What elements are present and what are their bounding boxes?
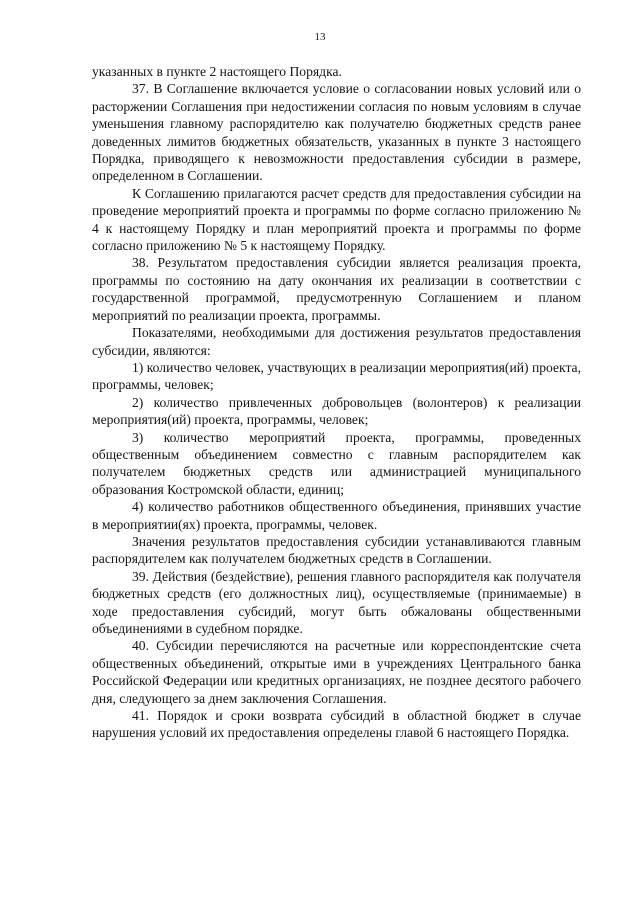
paragraph-continuation: указанных в пункте 2 настоящего Порядка. xyxy=(92,64,342,79)
paragraph-40: 40. Субсидии перечисляются на расчетные или корреспондентские счета общественных объединений, открытые ими в учреждениях Центрального банка Российской Федерации или кредитных организациях, не позднее десятого рабочего дня, следующего за днем заключения Соглашения. xyxy=(92,638,581,706)
paragraph-38: 38. Результатом предоставления субсидии является реализация проекта, программы по состоянию на дату окончания их реализации в соответствии с государственной программой, предусмотренную Соглашением и планом мероприятий по реализации проекта, программы. xyxy=(92,255,581,323)
list-item-1: 1) количество человек, участвующих в реализации мероприятия(ий) проекта, программы, человек; xyxy=(92,359,581,393)
paragraph-attachments: К Соглашению прилагаются расчет средств для предоставления субсидии на проведение мероприятий проекта и программы по форме согласно приложению № 4 к настоящему Порядку и план мероприятий проекта и программы по форме согласно приложению № 5 к настоящему Порядку. xyxy=(92,185,581,254)
paragraph-41: 41. Порядок и сроки возврата субсидий в областной бюджет в случае нарушения условий их предоставления определены главой 6 настоящего Порядка. xyxy=(92,708,581,741)
list-item-3: 3) количество мероприятий проекта, программы, проведенных общественным объединением совместно с главным распорядителем как получателем бюджетных средств или администрацией муниципального образования Костромской области, единиц; xyxy=(92,429,581,497)
paragraph-37: 37. В Соглашение включается условие о согласовании новых условий или о расторжении Соглашения при недостижении согласия по новым условиям в случае уменьшения главному распорядителю как получателю бюджетных средств ранее доведенных лимитов бюджетных обязательств, указанных в пункте 3 настоящего Порядка, приводящего к невозможности предоставления субсидии в размере, определенном в Соглашении. xyxy=(92,81,581,184)
paragraph-indicators-intro: Показателями, необходимыми для достижения результатов предоставления субсидии, являются: xyxy=(92,325,581,358)
list-item-2: 2) количество привлеченных добровольцев (волонтеров) к реализации мероприятия(ий) проекта, программы, человек; xyxy=(92,394,581,428)
document-body xyxy=(92,63,581,742)
paragraph-result-values: Значения результатов предоставления субсидии устанавливаются главным распорядителем как получателем бюджетных средств в Соглашении. xyxy=(92,533,581,567)
paragraph-39: 39. Действия (бездействие), решения главного распорядителя как получателя бюджетных средств (его должностных лиц), осуществляемые (принимаемые) в ходе предоставления субсидий, могут быть обжалованы общественными объединениями в судебном порядке. xyxy=(92,568,581,636)
list-item-4: 4) количество работников общественного объединения, принявших участие в мероприятии(ях) проекта, программы, человек. xyxy=(92,499,581,532)
page-number: 13 xyxy=(314,31,326,43)
